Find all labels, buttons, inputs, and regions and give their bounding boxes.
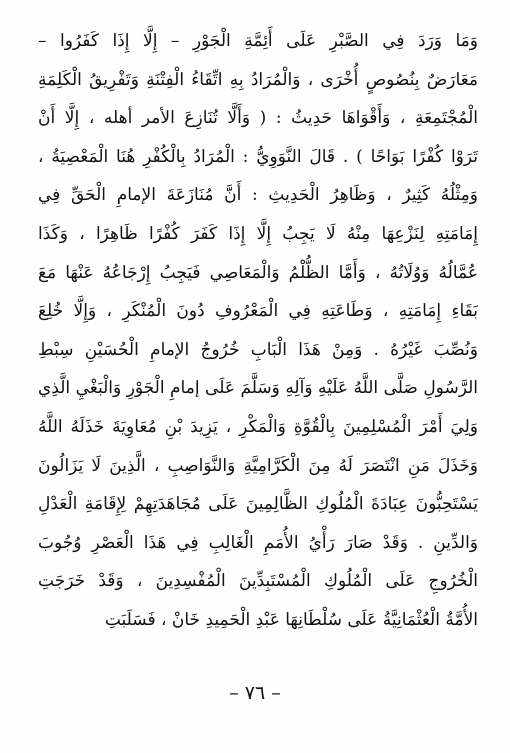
text-line: وَالدِّينِ . وَقَدْ صَارَ رَأْيُ الأُمَمِ الْغَالِبِ فِي هَذَا الْعَصْرِ وُجُوبَ <box>38 532 478 553</box>
text-line: وَخَذَلَ مَنِ انْتَصَرَ لَهُ مِنَ الْكَرَّامِيَّةِ وَالنَّوَاصِبِ ، الَّذِينَ لَا يَزَالُونَ <box>38 455 478 476</box>
text-line: إِمَامَتِهِ لِنَزْعِهَا مِنْهُ لَا يَجِبُ إِلَّا إِذَا كَفَرَ كُفْرًا ظَاهِرًا ، وَكَذَا <box>38 223 478 244</box>
text-line: الْخُرُوجِ عَلَى الْمُلُوكِ الْمُسْتَبِدِّينَ الْمُفْسِدِينَ ، وَقَدْ خَرَجَتِ <box>38 571 478 592</box>
text-line: مَعَارَضٌ بِنُصُوصٍ أُخْرَى ، وَالْمُرَادُ بِهِ اتِّقَاءُ الْفِتْنَةِ وَتَفْرِيقُ الْكَلِمَةِ <box>38 69 478 90</box>
text-line: الأُمَّةُ الْعُثْمَانِيَّةُ عَلَى سُلْطَانِهَا عَبْدِ الْحَمِيدِ خَانْ ، فَسَلَبَتِ <box>104 609 478 630</box>
text-line: وَلِيَ أَمْرَ الْمُسْلِمِينَ بِالْقُوَّةِ وَالْمَكْرِ ، يَزِيدَ بْنِ مُعَاوِيَةَ خَذَلَهُ اللَّهُ <box>38 416 478 437</box>
text-line: الرَّسُولِ صَلَّى اللَّهُ عَلَيْهِ وَآلِهِ وَسَلَّمَ عَلَى إمامِ الْجَوْرِ وَالْبَغْيِ الَّذِي <box>38 378 478 399</box>
text-line: يَسْتَحِبُّونَ عِبَادَةَ الْمُلُوكِ الظَّالِمِينَ عَلَى مُجَاهَدَتِهِمْ لِإِقَامَةِ الْعَدْلِ <box>38 494 478 515</box>
text-line: عُمَّالُهُ وَوُلَاتُهُ ، وَأَمَّا الظُّلْمُ وَالْمَعَاصِي فَيَجِبُ إِرْجَاعُهُ عَنْهَا مَعَ <box>38 262 478 283</box>
text-line: تَرَوْا كُفْرًا بَوَاحًا ) . قَالَ النَّوَوِيُّ : الْمُرَادُ بِالْكُفْرِ هُنَا الْمَعْصِيَةُ ، <box>38 146 478 167</box>
page-number: – ٧٦ – <box>229 682 281 704</box>
body-text <box>38 22 478 640</box>
text-line: وَمَا وَرَدَ فِي الصَّبْرِ عَلَى أَئِمَّةِ الْجَوْرِ – إِلَّا إِذَا كَفَرُوا – <box>38 31 478 51</box>
text-line: وَمِثْلُهُ كَثِيرٌ ، وَظَاهِرُ الْحَدِيثِ : أَنَّ مُنَازَعَةَ الإمامِ الْحَقِّ فِي <box>38 185 478 206</box>
text-line: وَنُصِّبَ غَيْرُهُ . وَمِنْ هَذَا الْبَابِ خُرُوجُ الإمامِ الْحُسَيْنِ سِبْطِ <box>38 339 478 360</box>
text-line: الْمُجْتَمِعَةِ ، وَأَقْوَاهَا حَدِيثُ : ( وَأَلَّا تُنَازِعَ الأمر أهله ، إِلَّا أَنْ <box>38 108 478 129</box>
text-line: بَقَاءِ إِمَامَتِهِ ، وَطَاعَتِهِ فِي الْمَعْرُوفِ دُونَ الْمُنْكَرِ ، وَإِلَّا خُلِعَ <box>38 301 478 322</box>
